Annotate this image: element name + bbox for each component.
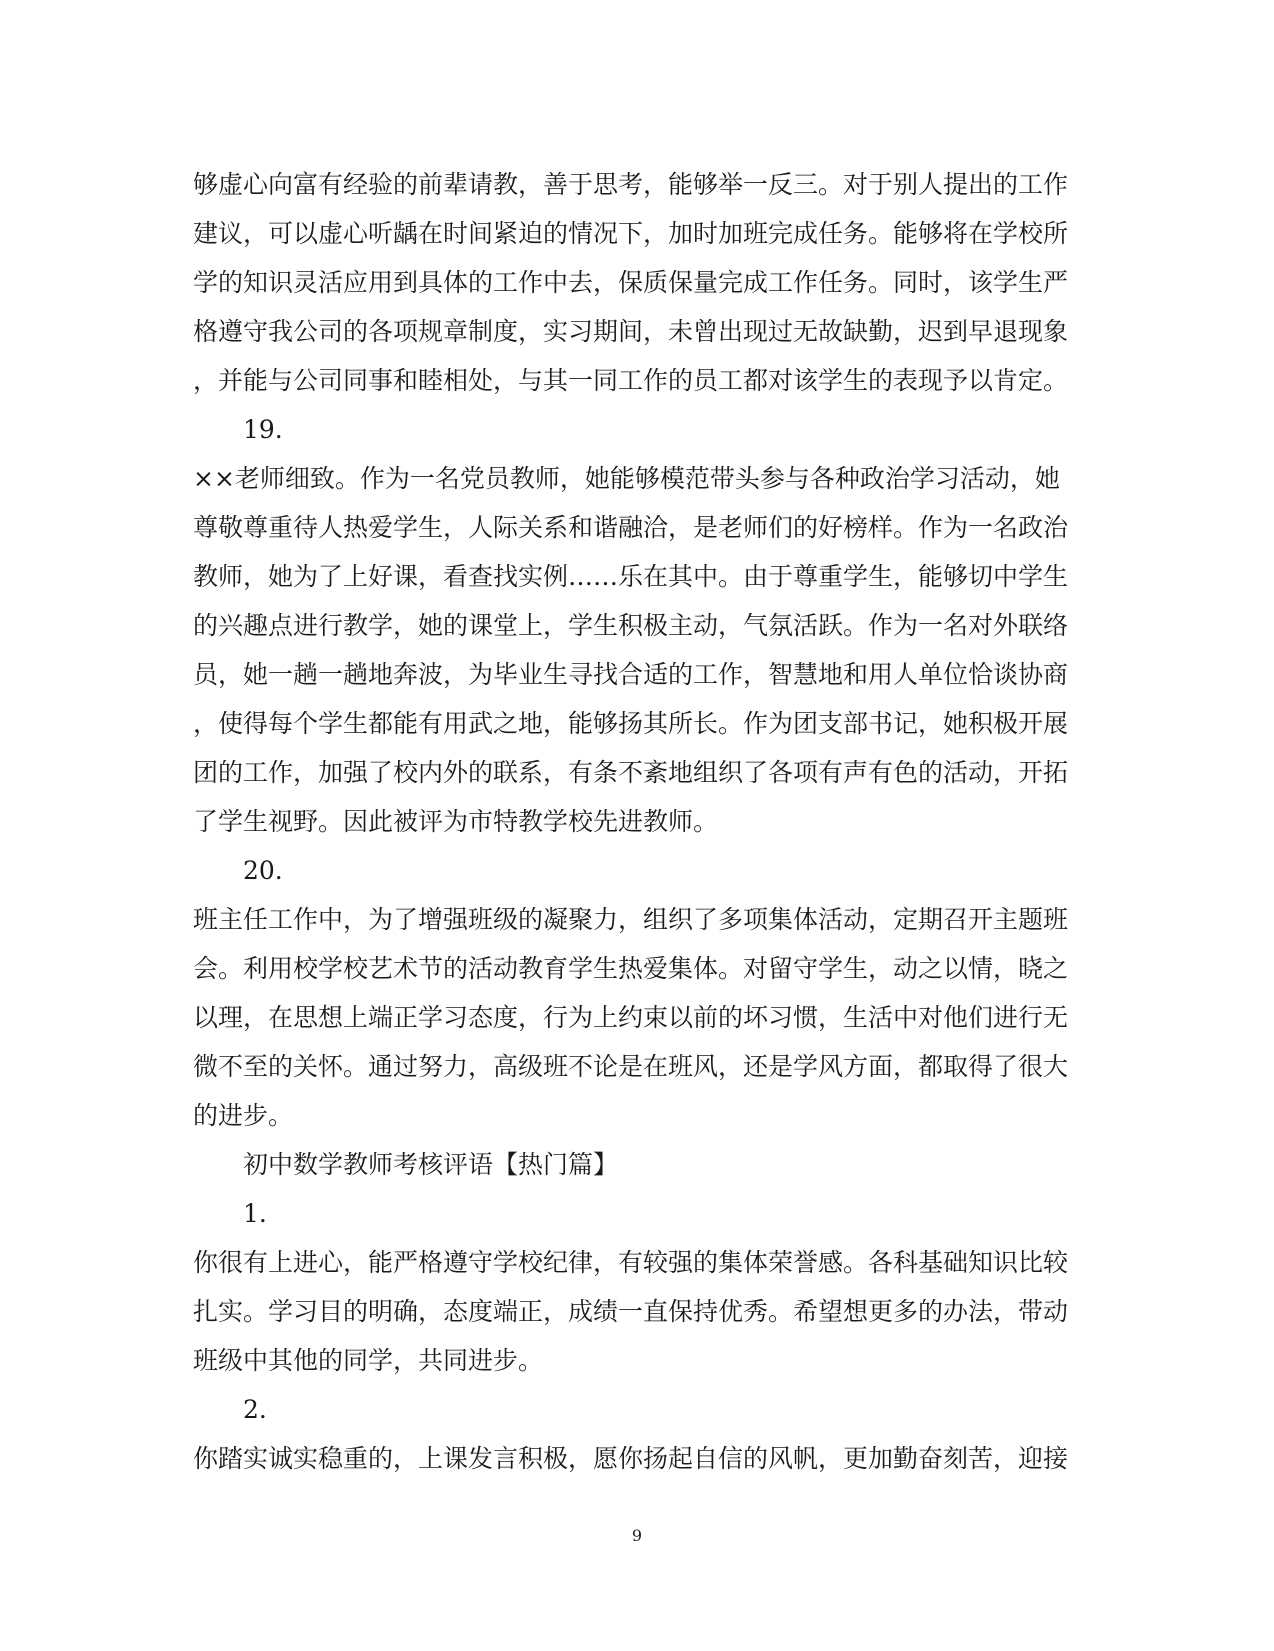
text-line: 扎实。学习目的明确，态度端正，成绩一直保持优秀。希望想更多的办法，带动 [193, 1297, 1069, 1326]
text-line: 的兴趣点进行教学，她的课堂上，学生积极主动，气氛活跃。作为一名对外联络 [193, 611, 1069, 640]
text-line: 的进步。 [193, 1101, 294, 1130]
text-line: 员，她一趟一趟地奔波，为毕业生寻找合适的工作，智慧地和用人单位恰谈协商 [193, 660, 1069, 689]
text-line: 建议，可以虚心听龋在时间紧迫的情况下，加时加班完成任务。能够将在学校所 [193, 219, 1069, 248]
text-line: 尊敬尊重待人热爱学生，人际关系和谐融洽，是老师们的好榜样。作为一名政治 [193, 513, 1069, 542]
item-number: 1. [243, 1199, 267, 1228]
document-body [193, 160, 1069, 1483]
text-line: 班主任工作中，为了增强班级的凝聚力，组织了多项集体活动，定期召开主题班 [193, 905, 1069, 934]
item-number: 2. [243, 1395, 267, 1424]
item-number: 19. [243, 415, 283, 444]
text-line: 班级中其他的同学，共同进步。 [193, 1346, 544, 1375]
text-line: 了学生视野。因此被评为市特教学校先进教师。 [193, 807, 719, 836]
text-line: 你踏实诚实稳重的，上课发言积极，愿你扬起自信的风帆，更加勤奋刻苦，迎接 [193, 1444, 1069, 1473]
text-line: ，使得每个学生都能有用武之地，能够扬其所长。作为团支部书记，她积极开展 [193, 709, 1069, 738]
text-line: 微不至的关怀。通过努力，高级班不论是在班风，还是学风方面，都取得了很大 [193, 1052, 1069, 1081]
text-line: ，并能与公司同事和睦相处，与其一同工作的员工都对该学生的表现予以肯定。 [193, 366, 1069, 395]
text-line: 以理，在思想上端正学习态度，行为上约束以前的坏习惯，生活中对他们进行无 [193, 1003, 1069, 1032]
item-number: 20. [243, 856, 283, 885]
text-line: 会。利用校学校艺术节的活动教育学生热爱集体。对留守学生，动之以情，晓之 [193, 954, 1069, 983]
text-line: ××老师细致。作为一名党员教师，她能够模范带头参与各种政治学习活动，她 [193, 464, 1060, 493]
text-line: 团的工作，加强了校内外的联系，有条不紊地组织了各项有声有色的活动，开拓 [193, 758, 1069, 787]
text-line: 教师，她为了上好课，看查找实例……乐在其中。由于尊重学生，能够切中学生 [193, 562, 1069, 591]
text-line: 学的知识灵活应用到具体的工作中去，保质保量完成工作任务。同时，该学生严 [193, 268, 1069, 297]
text-line: 你很有上进心，能严格遵守学校纪律，有较强的集体荣誉感。各科基础知识比较 [193, 1248, 1069, 1277]
text-line: 够虚心向富有经验的前辈请教，善于思考，能够举一反三。对于别人提出的工作 [193, 170, 1069, 199]
text-line: 格遵守我公司的各项规章制度，实习期间，未曾出现过无故缺勤，迟到早退现象 [193, 317, 1069, 346]
section-heading: 初中数学教师考核评语【热门篇】 [243, 1150, 619, 1179]
page-number: 9 [631, 1526, 643, 1545]
